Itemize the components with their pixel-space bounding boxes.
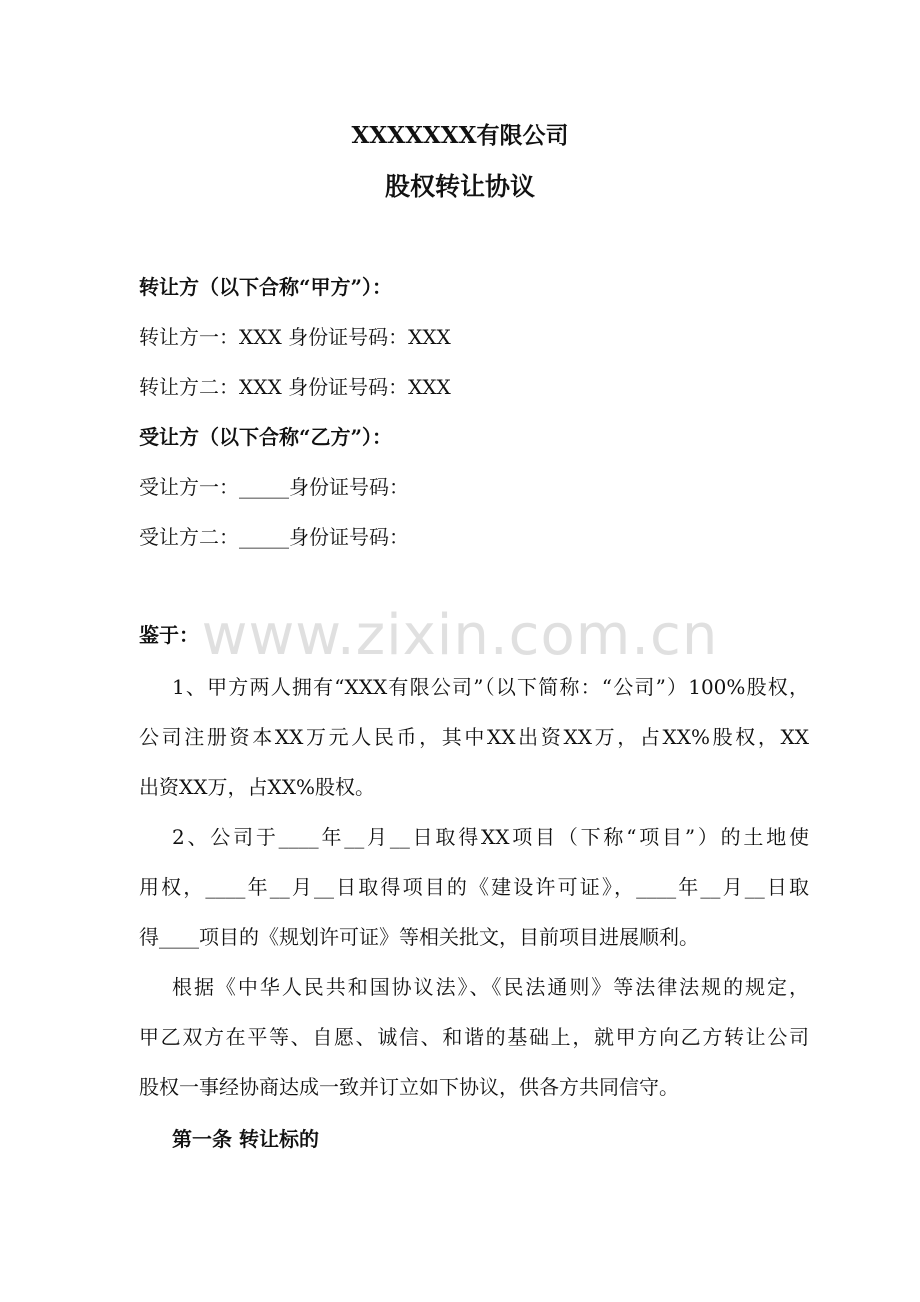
paragraph-3-line-2: 甲乙双方在平等、自愿、诚信、和谐的基础上，就甲方向乙方转让公司 [139,1025,809,1049]
paragraph-2-line-2: 用权，____年__月__日取得项目的《建设许可证》，____年__月__日取 [139,875,809,899]
whereas-heading: 鉴于： [139,623,199,647]
paragraph-3-line-3: 股权一事经协商达成一致并订立如下协议，供各方共同信守。 [139,1075,679,1099]
paragraph-1-line-2: 公司注册资本XX万元人民币，其中XX出资XX万，占XX%股权，XX [139,725,809,749]
paragraph-1-line-1: 1、甲方两人拥有“XXX有限公司”（以下简称：“公司”）100%股权， [172,675,809,699]
paragraph-2-line-3: 得____项目的《规划许可证》等相关批文，目前项目进展顺利。 [139,925,699,949]
transferor-one: 转让方一：XXX 身份证号码：XXX [139,325,451,349]
paragraph-1-line-3: 出资XX万，占XX%股权。 [139,775,375,799]
transferor-heading: 转让方（以下合称“甲方”）： [139,275,393,299]
transferee-two: 受让方二：_____身份证号码： [139,525,409,549]
article-heading: 第一条 转让标的 [172,1127,319,1151]
watermark: www.zixin.com.cn [201,603,719,668]
company-title: XXXXXXX有限公司 [351,122,569,149]
paragraph-2-line-1: 2、公司于____年__月__日取得XX项目（下称“项目”）的土地使 [172,825,809,849]
transferee-heading: 受让方（以下合称“乙方”）： [139,425,393,449]
agreement-title: 股权转让协议 [384,172,535,201]
transferor-two: 转让方二：XXX 身份证号码：XXX [139,375,451,399]
paragraph-3-line-1: 根据《中华人民共和国协议法》、《民法通则》等法律法规的规定， [172,975,809,999]
transferee-one: 受让方一：_____身份证号码： [139,475,409,499]
